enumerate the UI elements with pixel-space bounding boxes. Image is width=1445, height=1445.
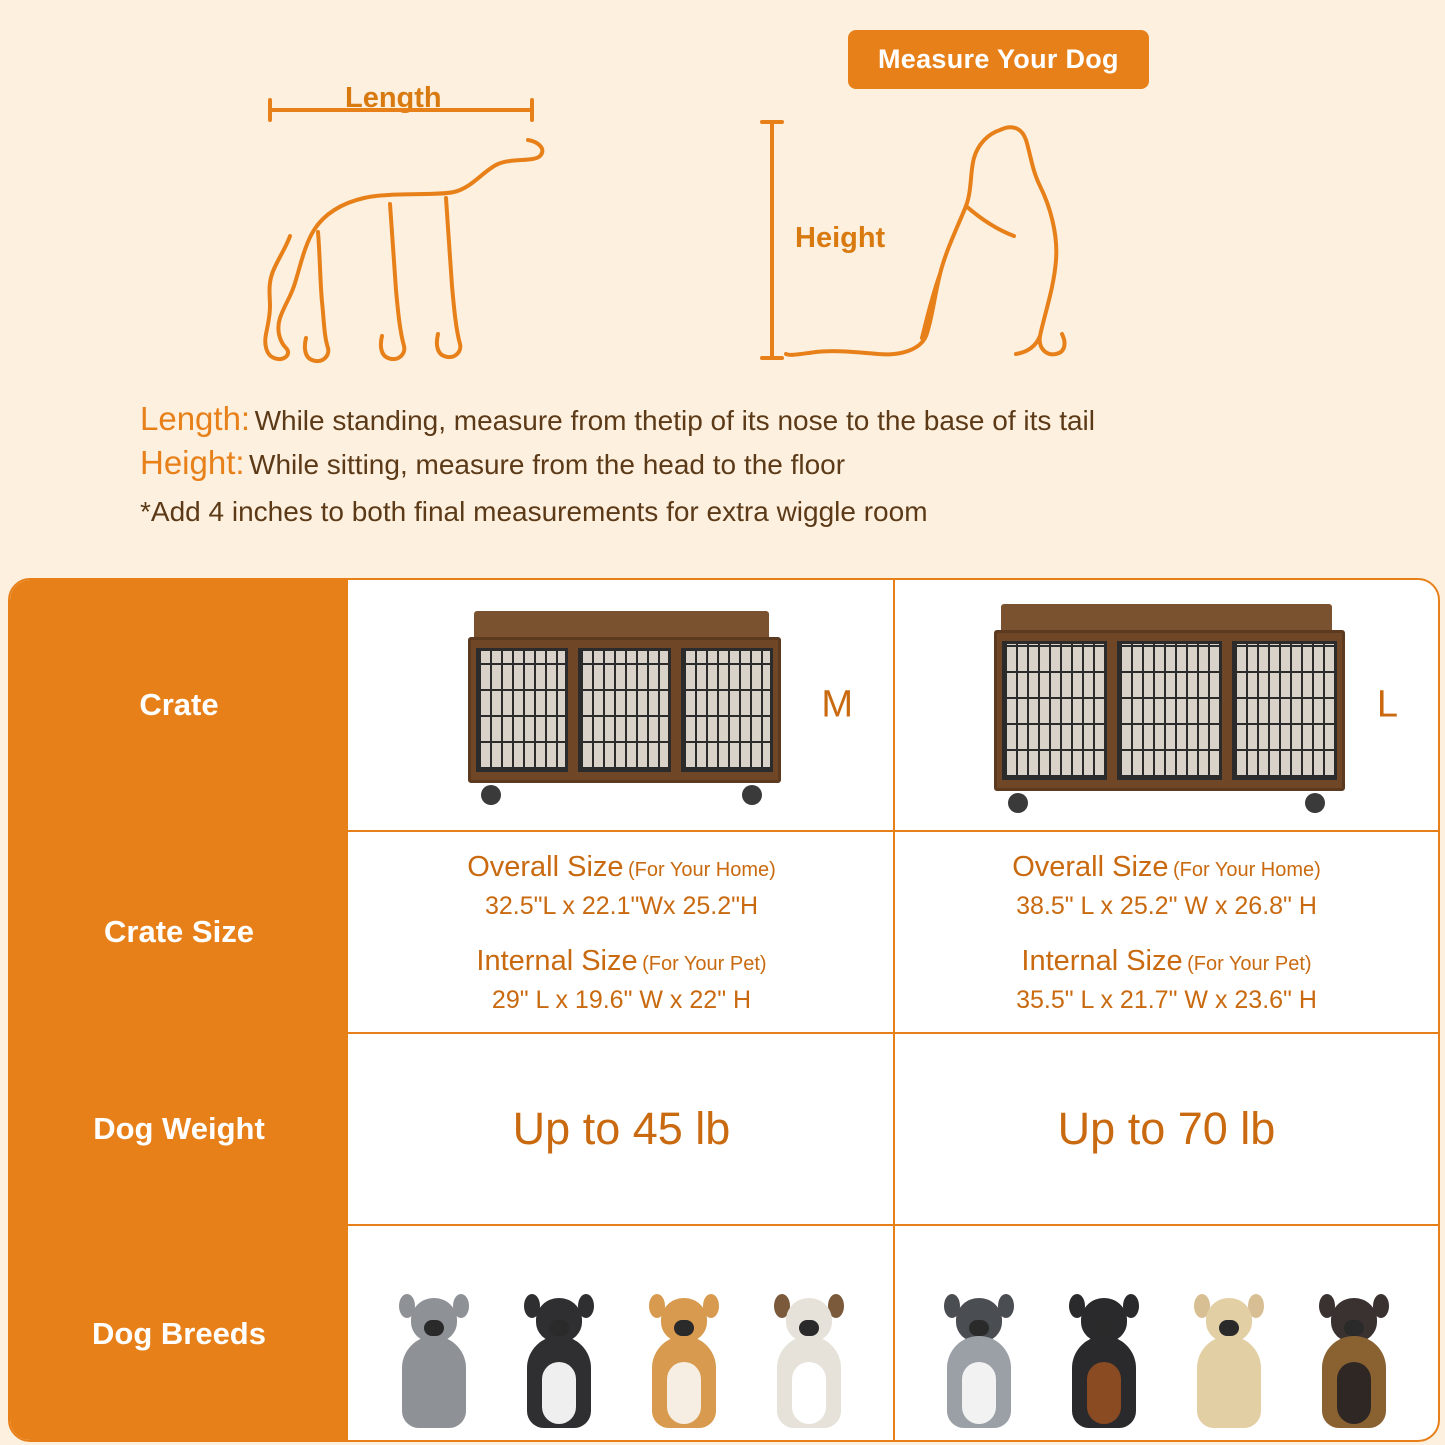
length-instruction-key: Length: <box>140 400 251 437</box>
dog-standing-outline-icon <box>240 80 570 380</box>
dog-breeds-cell-medium <box>350 1226 895 1442</box>
internal-size-value: 35.5" L x 21.7" W x 23.6" H <box>1016 986 1317 1015</box>
row-label-crate: Crate <box>10 580 350 830</box>
height-instruction-key: Height: <box>140 444 245 481</box>
row-label-crate-size: Crate Size <box>10 832 350 1032</box>
beagle-icon <box>754 1292 864 1442</box>
overall-size-title: Overall Size <box>1012 850 1169 883</box>
crate-cell-large <box>895 580 1438 830</box>
poodle-icon <box>379 1292 489 1442</box>
overall-size-title: Overall Size <box>467 850 624 883</box>
dog-weight-cell-large <box>895 1034 1438 1224</box>
wooden-dog-crate-icon <box>987 598 1347 813</box>
dog-weight-cell-medium <box>350 1034 895 1224</box>
internal-size-sub: (For Your Pet) <box>642 953 767 975</box>
size-tag-medium: M <box>821 683 853 726</box>
dog-sitting-outline-icon <box>760 110 1080 380</box>
crate-size-cell-large <box>895 832 1438 1032</box>
internal-size-title: Internal Size <box>1021 945 1183 977</box>
length-dimension-label: Length <box>345 82 442 114</box>
internal-size-value: 29" L x 19.6" W x 22" H <box>491 986 752 1015</box>
dog-weight-value: Up to 70 lb <box>1057 1103 1276 1154</box>
dog-breeds-cell-large <box>895 1226 1438 1442</box>
height-instruction-row <box>140 444 1260 482</box>
size-tag-large: L <box>1376 683 1398 726</box>
overall-size-value: 32.5"L x 22.1"Wx 25.2"H <box>484 891 759 920</box>
table-row <box>10 1226 1438 1442</box>
overall-size-value: 38.5" L x 25.2" W x 26.8" H <box>1016 891 1317 920</box>
overall-size-sub: (For Your Home) <box>1172 858 1321 881</box>
length-instruction-row <box>140 400 1260 438</box>
overall-size-sub: (For Your Home) <box>627 858 776 881</box>
rottweiler-icon <box>1049 1292 1159 1442</box>
measurement-instructions <box>140 400 1260 528</box>
golden-retriever-icon <box>1174 1292 1284 1442</box>
table-row <box>10 1034 1438 1226</box>
corgi-icon <box>629 1292 739 1442</box>
table-row <box>10 580 1438 832</box>
internal-size-title: Internal Size <box>476 945 638 977</box>
internal-size-sub: (For Your Pet) <box>1187 953 1312 975</box>
height-instruction-text: While sitting, measure from the head to the floor <box>249 449 846 480</box>
wiggle-room-note: *Add 4 inches to both final measurements for extra wiggle room <box>140 496 928 527</box>
measure-your-dog-badge: Measure Your Dog <box>848 30 1149 89</box>
crate-size-cell-medium <box>350 832 895 1032</box>
dog-weight-value: Up to 45 lb <box>512 1103 731 1154</box>
husky-icon <box>924 1292 1034 1442</box>
height-dimension-label: Height <box>795 222 886 254</box>
table-row <box>10 832 1438 1034</box>
breed-list-medium <box>350 1226 893 1442</box>
french-bulldog-icon <box>504 1292 614 1442</box>
wooden-dog-crate-icon <box>462 605 782 805</box>
row-label-dog-breeds: Dog Breeds <box>10 1226 350 1442</box>
german-shepherd-icon <box>1299 1292 1409 1442</box>
row-label-dog-weight: Dog Weight <box>10 1034 350 1224</box>
breed-list-large <box>895 1226 1438 1442</box>
crate-comparison-table <box>8 578 1440 1442</box>
crate-cell-medium <box>350 580 895 830</box>
length-instruction-text: While standing, measure from thetip of its nose to the base of its tail <box>254 405 1095 436</box>
